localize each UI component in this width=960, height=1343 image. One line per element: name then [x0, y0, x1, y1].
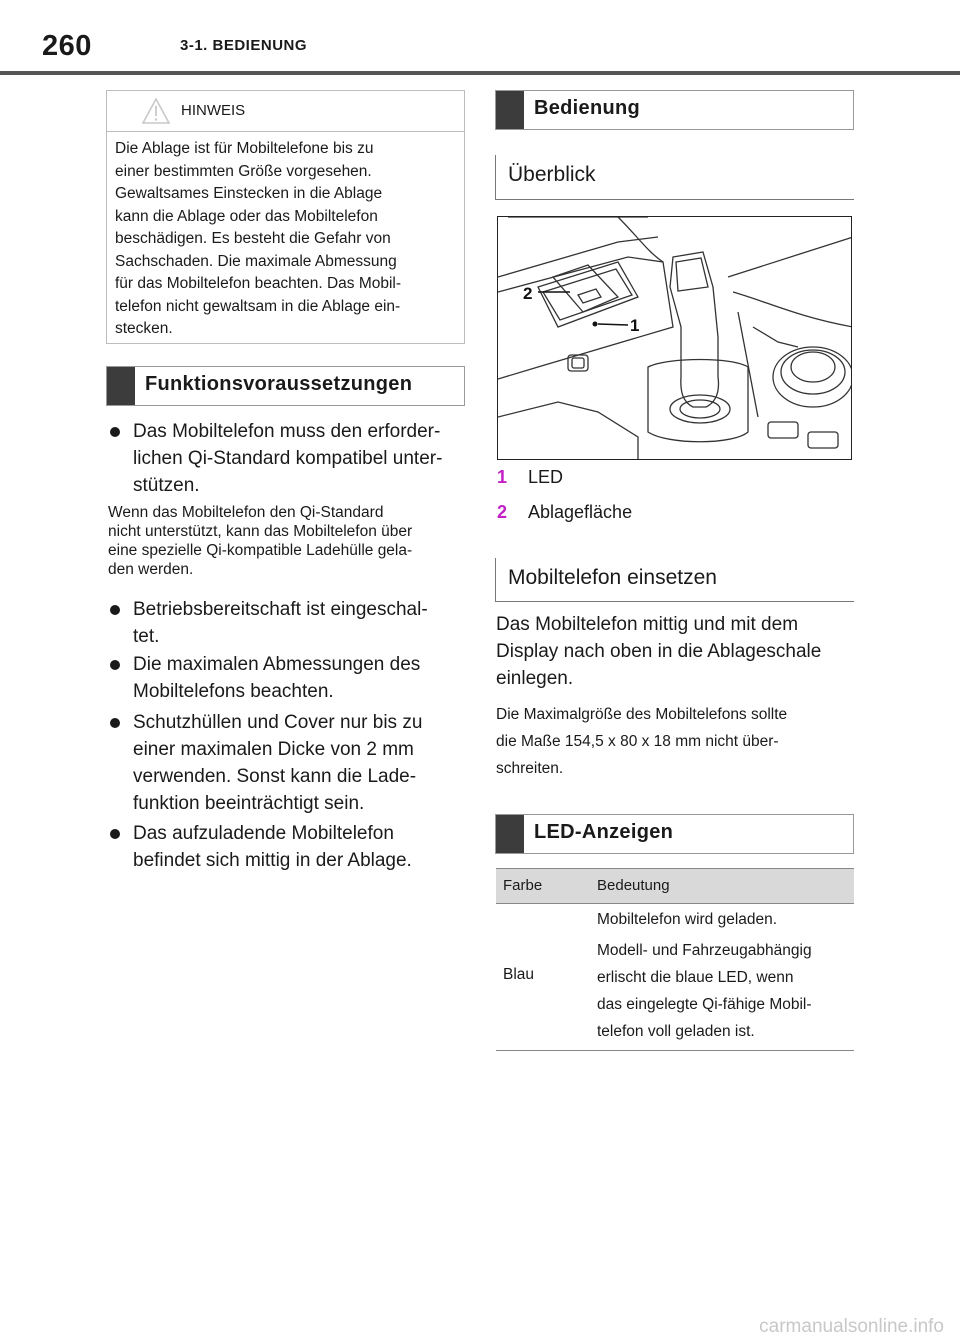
section-heading-bedienung [495, 90, 854, 130]
subheading-ueberblick [495, 155, 854, 200]
warning-note [106, 90, 465, 344]
bullet-text: Die maximalen Abmessungen des Mobiltelefons beachten. [133, 654, 421, 702]
callout-2: 2 [523, 284, 533, 303]
bullet-text: Das aufzuladende Mobiltelefon befindet sich mittig in der Ablage. [133, 823, 412, 871]
subheading-mobiltelefon-einsetzen [495, 558, 854, 602]
section-heading-led-anzeigen [495, 814, 854, 854]
warning-triangle-icon [141, 97, 171, 125]
legend-number: 2 [497, 502, 508, 522]
section-bar [496, 815, 524, 853]
bullet-text: Schutzhüllen und Cover nur bis zu einer maximalen Dicke von 2 mm verwenden. Sonst kann die Lade- funktion beeinträchtigt sein. [133, 712, 423, 814]
callout-1: 1 [630, 316, 640, 335]
bullet-dot [110, 605, 120, 615]
bullet-text: Betriebsbereitschaft ist eingeschal- tet. [133, 599, 428, 647]
section-title: Bedienung [534, 97, 641, 119]
legend-number: 1 [497, 467, 508, 487]
subheading-text: Mobiltelefon einsetzen [508, 566, 717, 589]
table-cell-farbe: Blau [503, 966, 535, 983]
bullet-dot [110, 829, 120, 839]
table-bottom-rule [496, 1050, 854, 1051]
header-rule [0, 71, 960, 75]
legend-text-ablageflaeche: Ablagefläche [528, 502, 633, 522]
bullet-dot [110, 660, 120, 670]
subheading-text: Überblick [508, 163, 596, 186]
legend-item-1 [497, 467, 507, 488]
section-title: Funktionsvoraussetzungen [145, 373, 413, 395]
column-header-farbe: Farbe [503, 877, 543, 894]
table-cell-bedeutung-1: Mobiltelefon wird geladen. [597, 911, 778, 928]
watermark: carmanualsonline.info [759, 1316, 944, 1337]
insert-instruction: Das Mobiltelefon mittig und mit dem Display nach oben in die Ablageschale einlegen. [496, 614, 822, 689]
size-limit-note: Die Maximalgröße des Mobiltelefons sollte die Maße 154,5 x 80 x 18 mm nicht über- schreiten. [496, 706, 788, 777]
column-header-bedeutung: Bedeutung [597, 877, 670, 894]
section-title: LED-Anzeigen [534, 821, 674, 843]
table-cell-bedeutung-2: Modell- und Fahrzeugabhängig erlischt die blaue LED, wenn das eingelegte Qi-fähige Mobil- telefon voll geladen ist. [597, 942, 812, 1040]
warning-note-text: Die Ablage ist für Mobiltelefone bis zu einer bestimmten Größe vorgesehen. Gewaltsames Einstecken in die Ablage kann die Ablage oder das Mobiltelefon beschädigen. Es besteht die Gefahr von Sachschaden. Die maximale Abmessung für das Mobiltelefon beachten. Das Mobil- telefon nicht gewaltsam in die Ablage ein- stecken. [115, 140, 402, 337]
legend-text-led: LED [528, 467, 564, 487]
bullet-text: Das Mobiltelefon muss den erforder- lichen Qi-Standard kompatibel unter- stützen. [133, 421, 443, 496]
legend-item-2 [497, 502, 507, 523]
section-heading-funktionsvoraussetzungen [106, 366, 465, 406]
chapter-title: 3-1. BEDIENUNG [180, 37, 308, 54]
qi-note-paragraph: Wenn das Mobiltelefon den Qi-Standard nicht unterstützt, kann das Mobiltelefon über eine spezielle Qi-kompatible Ladehülle gela- den werden. [108, 504, 413, 578]
section-bar [107, 367, 135, 405]
bullet-dot [110, 718, 120, 728]
warning-note-title: HINWEIS [181, 102, 246, 119]
led-indicator [593, 322, 598, 327]
charging-tray-illustration [497, 216, 852, 460]
page-number: 260 [42, 30, 92, 62]
warning-note-header [107, 91, 464, 132]
console-drawing [498, 217, 852, 460]
table-header [496, 868, 854, 904]
section-bar [496, 91, 524, 129]
bullet-dot [110, 427, 120, 437]
